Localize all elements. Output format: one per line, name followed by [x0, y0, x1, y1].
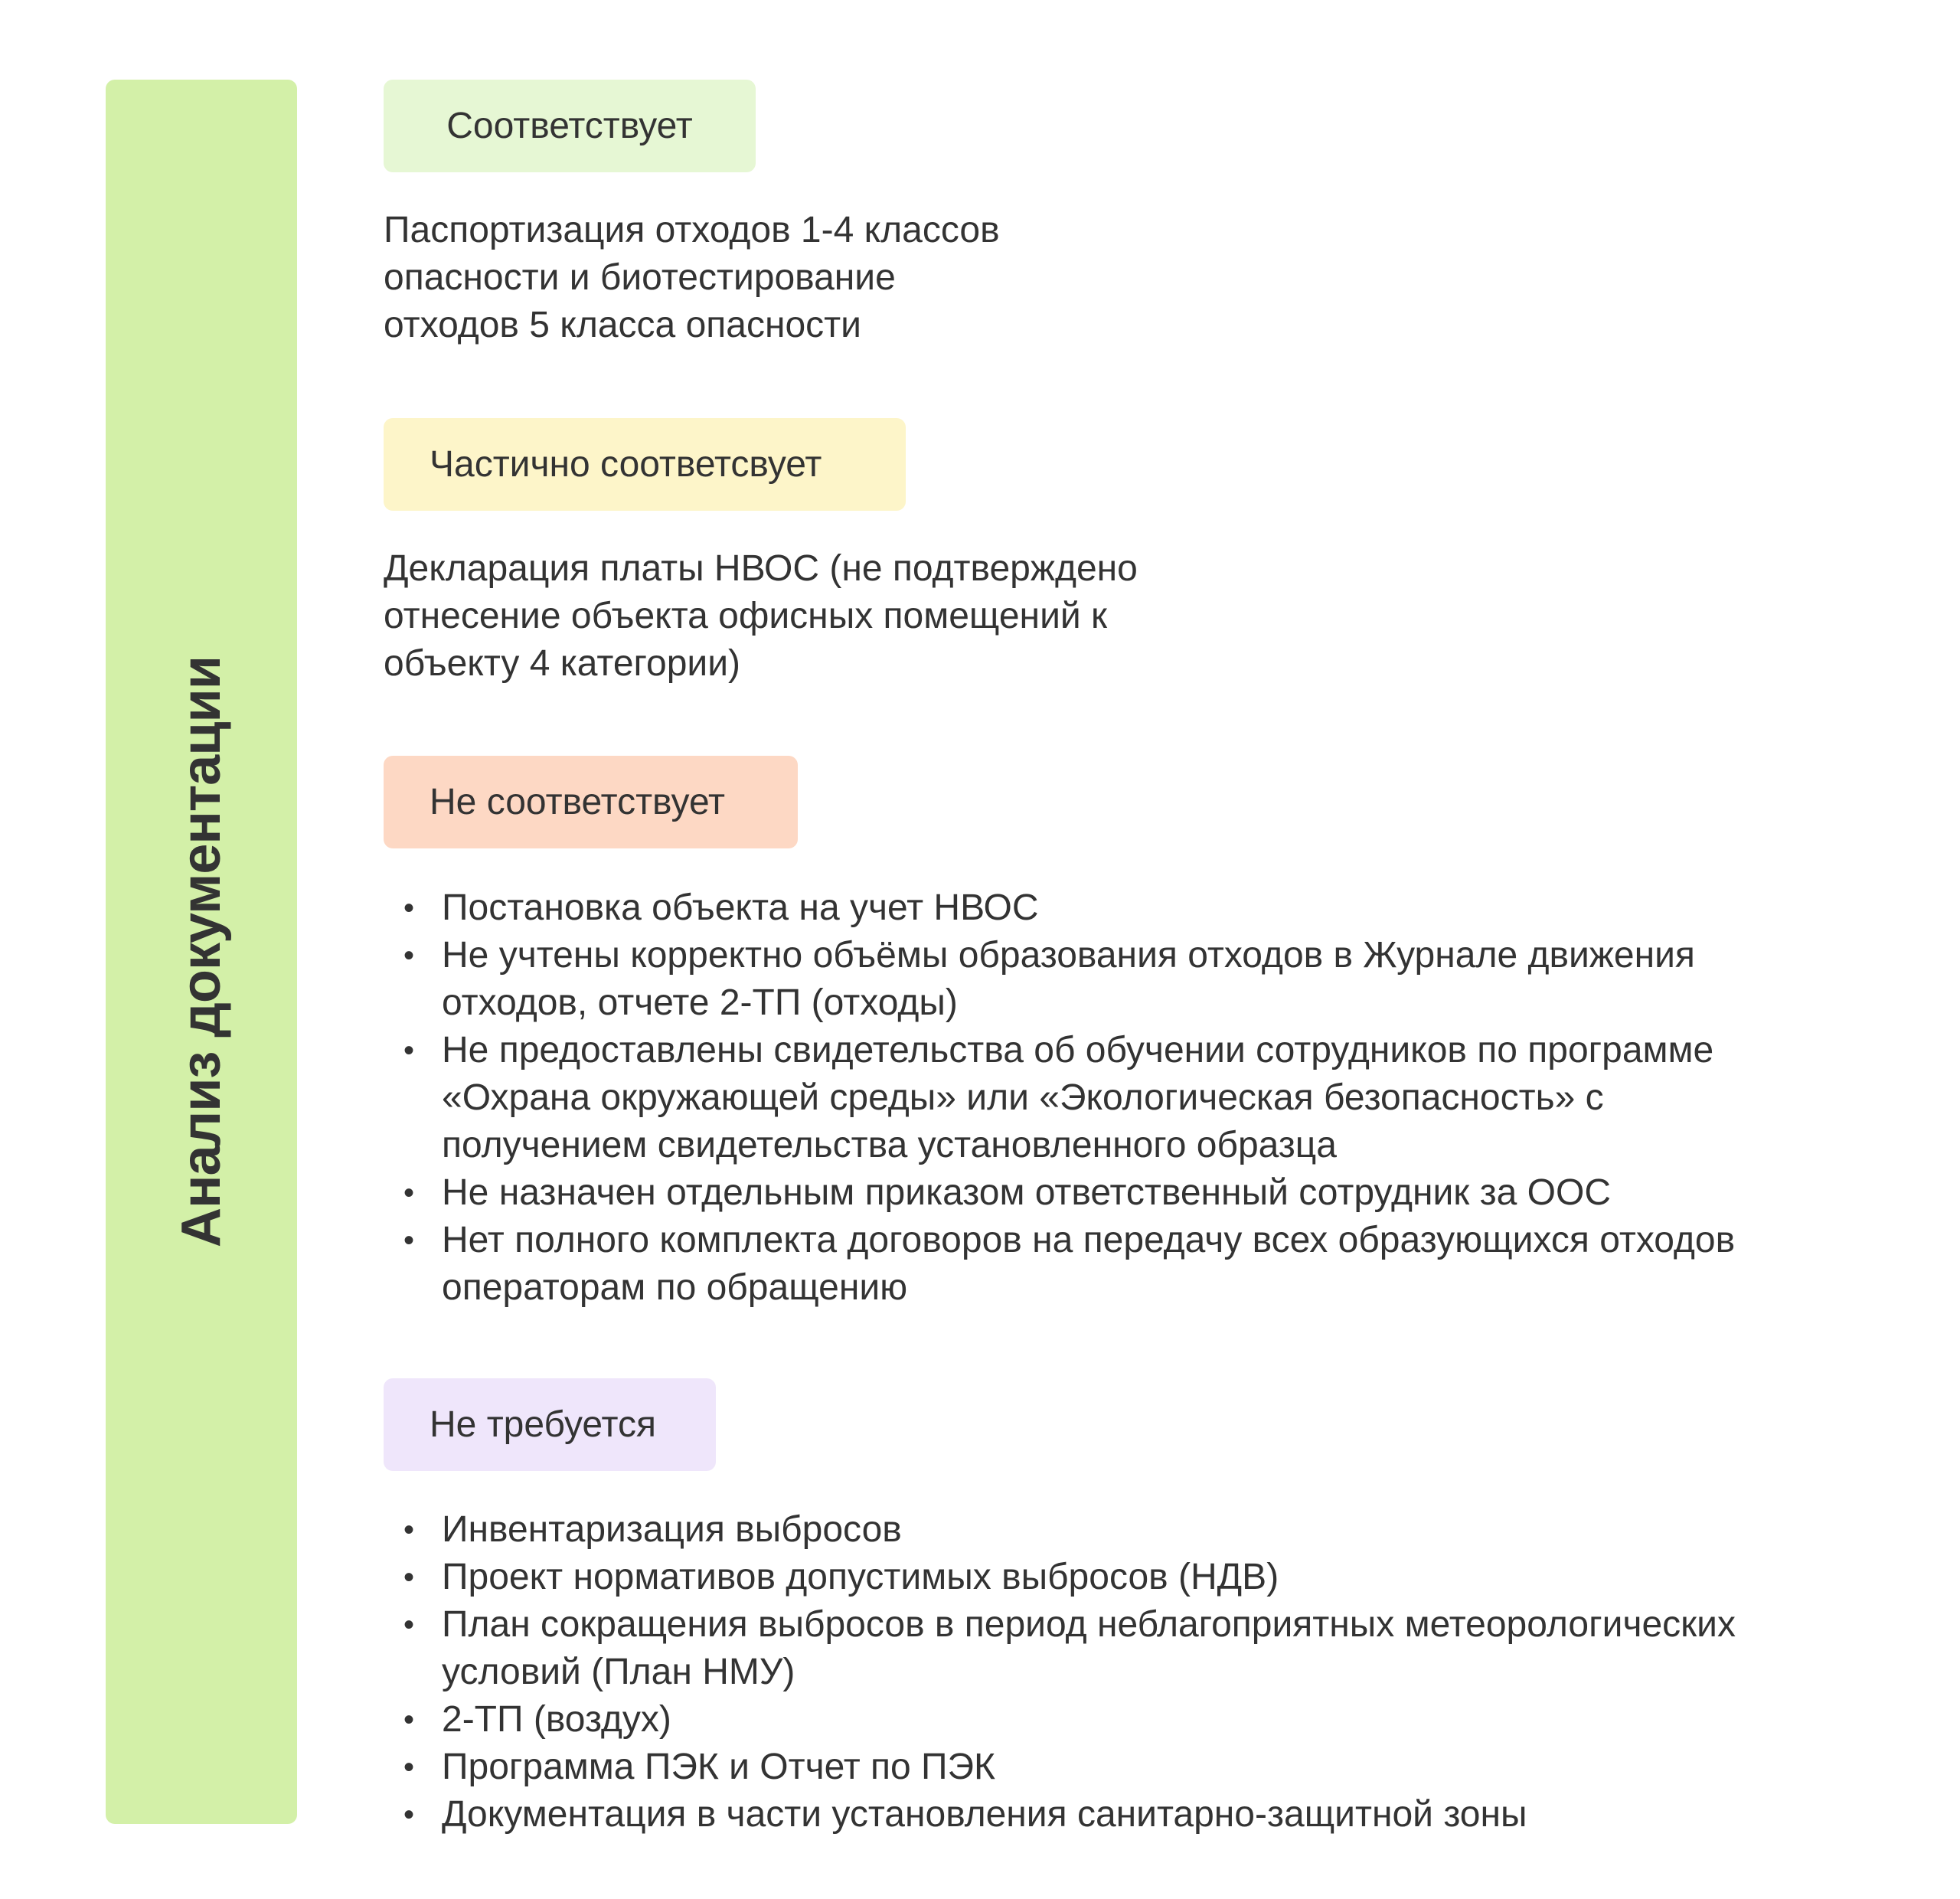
list-item-text: Постановка объекта на учет НВОС [442, 887, 1039, 928]
text-line: отходов 5 класса опасности [384, 305, 861, 345]
bullet-icon: • [403, 1034, 415, 1067]
list-item-text: 2-ТП (воздух) [442, 1699, 671, 1740]
list-item-text: Программа ПЭК и Отчет по ПЭК [442, 1747, 995, 1787]
list-item-text: Проект нормативов допустимых выбросов (НДВ) [442, 1557, 1279, 1597]
list-item [390, 1169, 1891, 1217]
list-item-text: «Охрана окружающей среды» или «Экологическая безопасность» с [442, 1077, 1604, 1118]
bullet-icon: • [403, 939, 415, 972]
list-item [390, 1696, 1891, 1744]
list-item-text: отходов, отчете 2-ТП (отходы) [442, 982, 958, 1023]
list-item-text: Документация в части установления санитарно-защитной зоны [442, 1794, 1527, 1835]
bullet-icon: • [403, 1608, 415, 1642]
list-item-text: получением свидетельства установленного образца [442, 1125, 1337, 1165]
list-item [390, 1027, 1891, 1169]
bullet-icon: • [403, 1561, 415, 1594]
list-item [390, 1744, 1891, 1791]
list-item [390, 1791, 1891, 1839]
bullet-icon: • [403, 1513, 415, 1547]
list-item [390, 932, 1891, 1027]
list-item-text: Не учтены корректно объёмы образования отходов в Журнале движения [442, 935, 1695, 976]
bullet-icon: • [403, 1176, 415, 1210]
noncompliant-list [390, 884, 1891, 1312]
list-item-text: условий (План НМУ) [442, 1652, 795, 1692]
list-item-text: Нет полного комплекта договоров на передачу всех образующихся отходов [442, 1220, 1736, 1260]
bullet-icon: • [403, 891, 415, 925]
partial-description [384, 545, 1138, 688]
status-badge-not-required: Не требуется [384, 1378, 716, 1471]
list-item-text: Не назначен отдельным приказом ответственный сотрудник за ООС [442, 1172, 1611, 1213]
list-item [390, 1506, 1891, 1554]
list-item-text: Инвентаризация выбросов [442, 1509, 902, 1550]
list-item-text: Не предоставлены свидетельства об обучении сотрудников по программе [442, 1030, 1714, 1070]
bullet-icon: • [403, 1750, 415, 1784]
bullet-icon: • [403, 1703, 415, 1737]
list-item [390, 1217, 1891, 1312]
status-badge-partial: Частично соответсвует [384, 418, 906, 511]
list-item [390, 1554, 1891, 1601]
text-line: опасности и биотестирование [384, 257, 896, 298]
status-badge-noncompliant: Не соответствует [384, 756, 798, 848]
compliant-description [384, 207, 1000, 349]
text-line: отнесение объекта офисных помещений к [384, 596, 1108, 636]
not-required-list [390, 1506, 1891, 1839]
status-badge-compliant: Соответствует [384, 80, 756, 172]
list-item-text: операторам по обращению [442, 1267, 908, 1308]
text-line: Декларация платы НВОС (не подтверждено [384, 548, 1138, 589]
text-line: Паспортизация отходов 1-4 классов [384, 210, 1000, 250]
sidebar-title: Анализ документации [171, 655, 232, 1248]
bullet-icon: • [403, 1798, 415, 1832]
bullet-icon: • [403, 1224, 415, 1257]
text-line: объекту 4 категории) [384, 643, 741, 684]
list-item [390, 1601, 1891, 1696]
list-item-text: План сокращения выбросов в период неблагоприятных метеорологических [442, 1604, 1736, 1645]
list-item [390, 884, 1891, 932]
